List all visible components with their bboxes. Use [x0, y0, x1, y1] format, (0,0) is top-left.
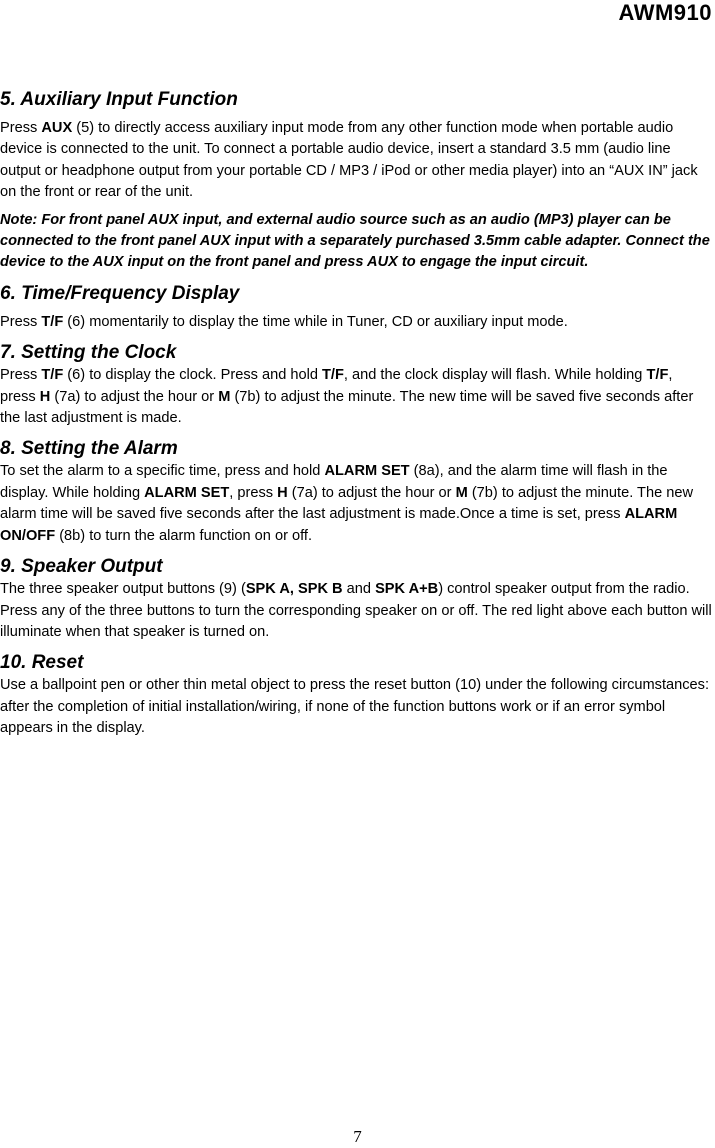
button-name: T/F: [41, 367, 64, 384]
button-name: T/F: [322, 367, 344, 384]
text-run: The three speaker output buttons (9) (: [0, 581, 246, 598]
section-title: 9. Speaker Output: [0, 556, 163, 578]
text-run: (8a), and the alarm time will flash in the display. While holding: [0, 463, 668, 501]
section-title: 7. Setting the Clock: [0, 342, 177, 364]
section-setting-alarm: [0, 437, 712, 547]
section-setting-clock: [0, 341, 712, 429]
paragraph: [0, 118, 712, 204]
button-name: M: [218, 388, 231, 405]
text-run: (7a) to adjust the hour or: [287, 484, 456, 501]
text-run: To set the alarm to a specific time, press and hold: [0, 463, 325, 480]
text-run: , and the clock display will flash. While holding: [343, 367, 647, 384]
text-run: Press: [0, 313, 42, 330]
button-name: H: [39, 388, 51, 405]
text-run: (5) to directly access auxiliary input mode from any other function mode when portable audio device is connected to the unit. To connect a portable audio device, insert a standard 3.5 mm (audio line output or headphone output from your portable CD / MP3 / iPod or other media player) into an “AUX IN” jack on the front or rear of the unit.: [0, 120, 698, 201]
text-run: and: [342, 581, 376, 598]
button-name: SPK A, SPK B: [245, 581, 343, 598]
section-auxiliary-input: [0, 88, 712, 274]
text-run: (7b) to adjust the minute. The new alarm time will be saved five seconds after the last adjustment is made.Once a time is set, press: [0, 484, 694, 523]
section-speaker-output: [0, 555, 712, 643]
text-run: , press: [0, 367, 673, 405]
text-run: (6) to display the clock. Press and hold: [63, 367, 323, 384]
section-reset: [0, 651, 712, 739]
section-time-frequency: [0, 282, 712, 333]
text-run: Press: [0, 367, 42, 384]
note-paragraph: Note: For front panel AUX input, and external audio source such as an audio (MP3) player can be connected to the front panel AUX input with a separately purchased 3.5mm cable adapter. Connect the device to the AUX input on the front panel and press AUX to engage the input circuit.: [0, 211, 710, 271]
page-number: 7: [353, 1127, 362, 1146]
text-run: (7b) to adjust the minute. The new time will be saved five seconds after the last adjustment is made.: [0, 388, 694, 427]
paragraph: [0, 461, 712, 547]
model-header: AWM910: [618, 0, 712, 25]
text-run: Press: [0, 120, 42, 136]
paragraph: [0, 365, 712, 429]
button-name: H: [277, 484, 288, 501]
button-name: SPK A+B: [375, 581, 439, 598]
text-run: (8b) to turn the alarm function on or off.: [55, 527, 313, 544]
section-title: 10. Reset: [0, 652, 84, 674]
button-name: T/F: [646, 367, 669, 384]
paragraph: [0, 579, 712, 643]
button-name: ALARM ON/OFF: [0, 506, 678, 544]
paragraph: Use a ballpoint pen or other thin metal object to press the reset button (10) under the following circumstances: after the completion of initial installation/wiring, if none of the function buttons work or if an error symbol appears in the display.: [0, 677, 709, 737]
button-name: ALARM SET: [144, 484, 230, 501]
document-body: [0, 88, 712, 748]
button-name: T/F: [41, 313, 64, 330]
section-title: 8. Setting the Alarm: [0, 438, 178, 460]
section-title: 6. Time/Frequency Display: [0, 282, 240, 304]
section-title: 5. Auxiliary Input Function: [0, 89, 238, 110]
paragraph: [0, 312, 712, 333]
text-run: , press: [229, 484, 278, 501]
text-run: ) control speaker output from the radio. Press any of the three buttons to turn the corresponding speaker on or off. The red light above each button will illuminate when that speaker is turned on.: [0, 581, 712, 640]
button-name: ALARM SET: [324, 463, 410, 480]
text-run: (6) momentarily to display the time while in Tuner, CD or auxiliary input mode.: [63, 313, 568, 330]
button-name: AUX: [41, 120, 73, 136]
text-run: (7a) to adjust the hour or: [50, 388, 219, 405]
button-name: M: [455, 484, 468, 501]
